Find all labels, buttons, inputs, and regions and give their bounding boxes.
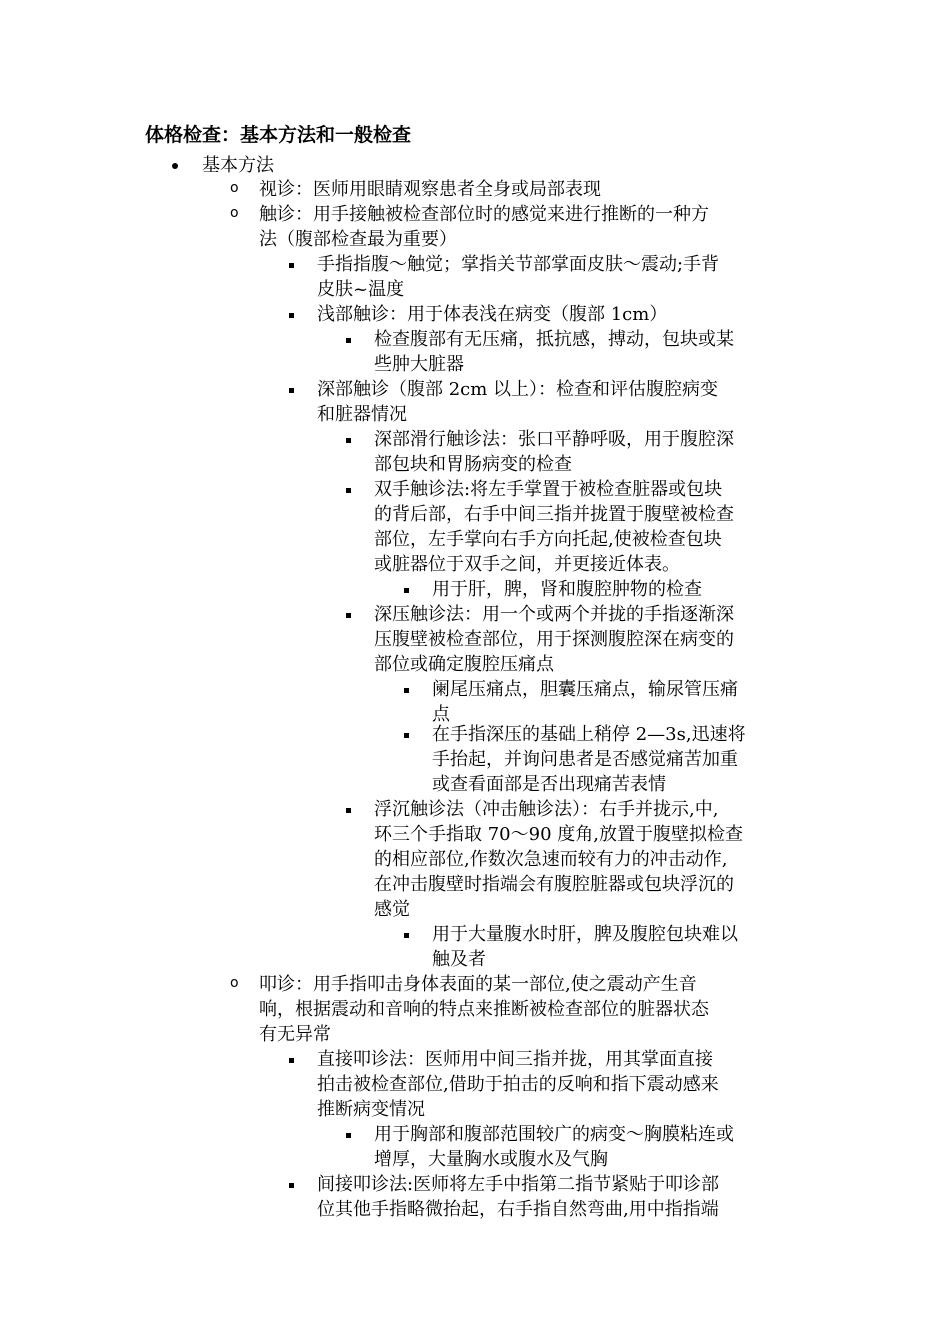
list-item-cont: 部位，左手掌向右手方向托起,使被检查包块	[374, 529, 722, 550]
list-item-cont: 的背后部，右手中间三指并拢置于腹壁被检查	[374, 504, 734, 525]
list-item: 直接叩诊法：医师用中间三指并拢，用其掌面直接	[317, 1049, 713, 1070]
list-item-cont: 皮肤~温度	[317, 279, 405, 300]
list-item-cont: 些肿大脏器	[374, 354, 464, 375]
list-item: 深部触诊（腹部 2cm 以上）：检查和评估腹腔病变	[317, 379, 719, 400]
bullet-square	[289, 263, 294, 268]
bullet-square	[346, 338, 351, 343]
list-item: 用于肝，脾，肾和腹腔肿物的检查	[432, 579, 702, 600]
list-item: 阑尾压痛点，胆囊压痛点，输尿管压痛	[432, 679, 738, 700]
list-item-cont: 的相应部位,作数次急速而较有力的冲击动作,	[374, 849, 728, 870]
list-item: 深部滑行触诊法：张口平静呼吸，用于腹腔深	[374, 429, 734, 450]
list-item: 触诊：用手接触被检查部位时的感觉来进行推断的一种方	[259, 204, 709, 225]
list-item-cont: 部位或确定腹腔压痛点	[374, 654, 554, 675]
page-title: 体格检查：基本方法和一般检查	[145, 124, 412, 146]
bullet-circle: o	[230, 205, 239, 221]
list-item-cont: 触及者	[432, 949, 486, 970]
list-item-cont: 或查看面部是否出现痛苦表情	[432, 774, 666, 795]
list-item-cont: 部包块和胃肠病变的检查	[374, 454, 572, 475]
list-item-cont: 手抬起，并询问患者是否感觉痛苦加重	[432, 749, 738, 770]
list-item-cont: 位其他手指略微抬起，右手指自然弯曲,用中指指端	[317, 1199, 719, 1220]
list-item-cont: 和脏器情况	[317, 404, 407, 425]
bullet-circle: o	[230, 180, 239, 196]
bullet-square	[404, 688, 409, 693]
list-item: 视诊：医师用眼睛观察患者全身或局部表现	[259, 179, 601, 200]
list-item-cont: 拍击被检查部位,借助于拍击的反响和指下震动感来	[317, 1074, 719, 1095]
bullet-square	[346, 438, 351, 443]
bullet-square	[289, 388, 294, 393]
bullet-square	[289, 1058, 294, 1063]
bullet-dot	[172, 163, 178, 169]
list-item: 浅部触诊：用于体表浅在病变（腹部 1cm）	[317, 304, 668, 325]
list-item-cont: 推断病变情况	[317, 1099, 425, 1120]
bullet-square	[404, 588, 409, 593]
bullet-circle: o	[230, 975, 239, 991]
list-item: 叩诊：用手指叩击身体表面的某一部位,使之震动产生音	[259, 974, 697, 995]
bullet-square	[346, 808, 351, 813]
bullet-square	[404, 733, 409, 738]
list-item: 深压触诊法：用一个或两个并拢的手指逐渐深	[374, 604, 734, 625]
bullet-square	[346, 613, 351, 618]
list-item-cont: 增厚，大量胸水或腹水及气胸	[374, 1149, 608, 1170]
list-item-cont: 响，根据震动和音响的特点来推断被检查部位的脏器状态	[259, 999, 709, 1020]
list-item: 间接叩诊法:医师将左手中指第二指节紧贴于叩诊部	[317, 1174, 720, 1195]
list-item-cont: 或脏器位于双手之间，并更接近体表。	[374, 554, 680, 575]
list-item: 检查腹部有无压痛，抵抗感，搏动，包块或某	[374, 329, 734, 350]
list-item: 双手触诊法:将左手掌置于被检查脏器或包块	[374, 479, 723, 500]
list-item: 用于大量腹水时肝，脾及腹腔包块难以	[432, 924, 738, 945]
list-item-cont: 法（腹部检查最为重要）	[259, 229, 457, 250]
list-item: 基本方法	[202, 155, 274, 176]
list-item-cont: 压腹壁被检查部位，用于探测腹腔深在病变的	[374, 629, 734, 650]
bullet-square	[346, 488, 351, 493]
list-item: 浮沉触诊法（冲击触诊法）：右手并拢示,中,	[374, 799, 719, 820]
list-item-cont: 有无异常	[259, 1024, 331, 1045]
list-item-cont: 环三个手指取 70～90 度角,放置于腹壁拟检查	[374, 824, 743, 845]
bullet-square	[289, 313, 294, 318]
list-item: 在手指深压的基础上稍停 2—3s,迅速将	[432, 724, 746, 745]
bullet-square	[346, 1133, 351, 1138]
bullet-square	[404, 933, 409, 938]
list-item: 手指指腹～触觉；掌指关节部掌面皮肤～震动;手背	[317, 254, 720, 275]
list-item-cont: 在冲击腹壁时指端会有腹腔脏器或包块浮沉的	[374, 874, 734, 895]
list-item-cont: 感觉	[374, 899, 410, 920]
bullet-square	[289, 1183, 294, 1188]
list-item-cont: 点	[432, 704, 450, 725]
list-item: 用于胸部和腹部范围较广的病变～胸膜粘连或	[374, 1124, 734, 1145]
